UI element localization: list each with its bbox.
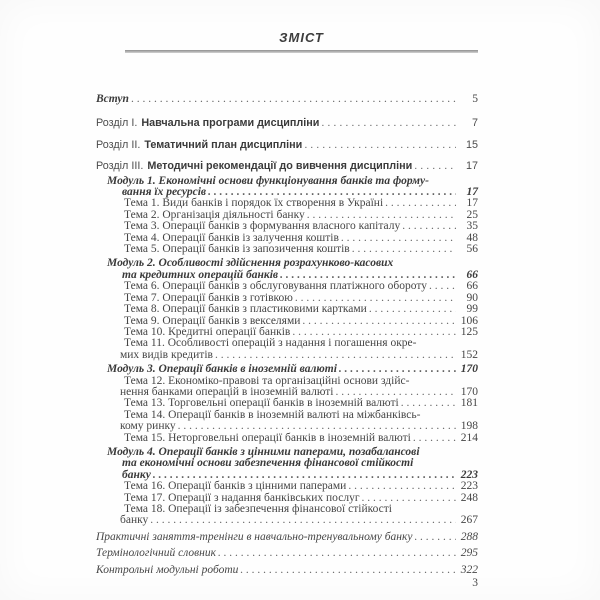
toc-page-number: 15	[465, 138, 478, 151]
toc-entry-modul-4-line-2	[122, 458, 478, 469]
dot-leader	[148, 515, 456, 526]
toc-entry-label: Тема 15. Неторговельні операції банків в іноземній валюті	[124, 431, 411, 444]
page-title: ЗМІСТ	[279, 30, 324, 45]
toc-page-number: 66	[466, 280, 478, 293]
toc-entry-label: Тема 10. Кредитні операції банків	[124, 325, 291, 338]
toc-page-number: 248	[460, 491, 478, 504]
toc-entry-label: мих видів кредитів	[120, 348, 213, 361]
dot-leader	[339, 233, 456, 244]
toc-entry-label: Тема 7. Операції банків з готівкою	[124, 291, 293, 304]
dot-leader	[238, 565, 456, 576]
toc-page-number: 295	[460, 547, 478, 560]
dot-leader	[216, 548, 456, 559]
toc-entry-label: Тема 4. Операції банків із залучення коштів	[124, 231, 339, 244]
toc-entry-label: Вступ	[96, 93, 129, 105]
toc-entry-label: кому ринку	[120, 420, 176, 433]
toc-entry-label: Тема 1. Види банків і порядок їх створення в Україні	[124, 197, 384, 210]
toc-entry-label: банку	[120, 514, 149, 527]
toc-entry-label: Тема 13. Торговельні операції банків в іноземній валюті	[124, 397, 399, 410]
toc-page-number: 198	[460, 420, 478, 433]
toc-page-number: 288	[460, 530, 478, 543]
toc-page-number: 267	[460, 514, 478, 527]
dot-leader	[129, 94, 456, 105]
title-rule	[125, 50, 478, 53]
folio-page-number: 3	[472, 577, 478, 589]
toc-entry-label: Модуль 1. Економічні основи функціонування банків та форму-	[107, 174, 429, 187]
toc-page-number: 66	[466, 268, 478, 281]
toc-entry-label: Тема 5. Операції банків із запозичення коштів	[124, 243, 350, 256]
toc-entry-tema-8	[124, 304, 478, 315]
toc-entry-tema-16	[124, 481, 478, 492]
toc-page-number: 214	[460, 431, 478, 444]
toc-page-number: 90	[466, 291, 478, 304]
dot-leader	[300, 316, 456, 327]
toc-entry-tema-18-line-2	[120, 515, 478, 526]
toc-entry-modul-3	[107, 364, 478, 375]
dot-leader	[412, 161, 456, 172]
toc-page-number: 223	[460, 480, 478, 493]
toc-page-number: 56	[466, 243, 478, 256]
dot-leader	[176, 421, 456, 432]
toc-entry-label: та кредитних операцій банків	[122, 268, 279, 281]
toc-entry-label: Тема 16. Операції банків з цінними паперами	[124, 480, 347, 493]
toc-entry-label: Тема 6. Операції банків з обслуговування платіжного обороту	[124, 280, 427, 293]
toc-entry-label: вання їх ресурсів	[122, 186, 207, 199]
toc-entry-label: Практичні заняття-тренінги в навчально-тренувальному банку	[96, 530, 413, 543]
toc-entry-tema-15	[124, 433, 478, 444]
toc-page-number: 152	[460, 348, 478, 361]
toc-entry-label: Тема 14. Операції банків в іноземній валюті на міжбанківсь-	[124, 408, 421, 421]
toc-entry-kontrolni	[96, 565, 478, 576]
toc-entry-vstup	[96, 94, 478, 105]
toc-entry-label: Тема 2. Організація діяльності банку	[124, 208, 305, 221]
toc-entry-label: нення банками операцій в іноземній валюті	[120, 385, 334, 398]
dot-leader	[411, 433, 456, 444]
toc	[96, 94, 478, 576]
toc-entry-tema-18-line-1	[124, 504, 478, 515]
dot-leader	[383, 198, 456, 209]
toc-page-number: 17	[466, 186, 478, 199]
toc-entry-label: Методичні рекомендації до вивчення дисципліни	[147, 160, 413, 173]
toc-entry-tema-11-line-2	[120, 350, 478, 361]
toc-entry-praktychni	[96, 532, 478, 543]
toc-page-number: 17	[466, 197, 478, 210]
toc-page-number: 99	[466, 303, 478, 316]
toc-page-number: 170	[460, 363, 478, 376]
toc-entry-label: банку	[122, 468, 151, 481]
dot-leader	[346, 481, 456, 492]
toc-entry-prefix: Розділ ІІ.	[96, 138, 141, 151]
toc-page-number: 322	[460, 563, 478, 576]
toc-page-number: 5	[472, 93, 478, 105]
toc-page-number: 223	[460, 468, 478, 481]
toc-entry-tema-14-line-1	[124, 410, 478, 421]
toc-page-number: 106	[460, 314, 478, 327]
toc-entry-label: Тема 17. Операції з надання банківських послуг	[124, 491, 360, 504]
dot-leader	[350, 244, 456, 255]
toc-entry-prefix: Розділ І.	[96, 117, 138, 130]
dot-leader	[367, 304, 456, 315]
toc-entry-label: Навчальна програми дисципліни	[141, 117, 320, 130]
toc-page-number: 17	[465, 160, 478, 173]
toc-entry-tema-5	[124, 244, 478, 255]
toc-entry-label: Тема 18. Операції із забезпечення фінансової стійкості	[124, 503, 392, 515]
dot-leader	[400, 221, 456, 232]
toc-page-number: 125	[460, 325, 478, 338]
toc-entry-label: Контрольні модульні роботи	[96, 563, 239, 576]
toc-entry-slovnyk	[96, 548, 478, 559]
toc-entry-label: Тема 3. Операції банків з формування власного капіталу	[124, 220, 401, 233]
dot-leader	[213, 350, 456, 361]
toc-entry-rozdil-3	[96, 161, 478, 172]
toc-entry-tema-14-line-2	[120, 421, 478, 432]
dot-leader	[337, 364, 456, 375]
toc-page-number: 35	[466, 220, 478, 233]
dot-leader	[427, 281, 456, 292]
toc-page-number: 170	[460, 385, 478, 398]
toc-entry-label: та економічні основи забезпечення фінансової стійкості	[122, 457, 414, 470]
toc-entry-tema-11-line-1	[124, 338, 478, 349]
toc-entry-rozdil-1	[96, 118, 478, 129]
toc-entry-label: Тематичний план дисципліни	[144, 138, 303, 151]
toc-entry-tema-3	[124, 221, 478, 232]
toc-entry-tema-6	[124, 281, 478, 292]
toc-entry-label: Тема 11. Особливості операцій з надання і погашення окре-	[124, 337, 417, 350]
toc-entry-label: Термінологічний словник	[96, 547, 216, 560]
toc-entry-label: Модуль 4. Операції банків з цінними паперами, позабалансові	[107, 445, 420, 458]
dot-leader	[302, 140, 456, 151]
page-header	[125, 29, 478, 47]
toc-entry-label: Тема 9. Операції банків з векселями	[124, 314, 301, 327]
toc-entry-label: Модуль 3. Операції банків в іноземній валюті	[107, 363, 337, 376]
dot-leader	[319, 118, 456, 129]
dot-leader	[412, 532, 456, 543]
toc-page-number: 7	[471, 117, 478, 130]
toc-entry-label: Модуль 2. Особливості здійснення розрахунково-касових	[107, 257, 394, 270]
toc-page-number: 25	[466, 208, 478, 221]
toc-page-number: 48	[466, 231, 478, 244]
toc-entry-label: Тема 8. Операції банків з пластиковими картками	[124, 303, 367, 316]
toc-entry-prefix: Розділ ІІІ.	[96, 160, 144, 173]
toc-page-number: 181	[460, 397, 478, 410]
toc-entry-rozdil-2	[96, 140, 478, 151]
toc-entry-label: Тема 12. Економіко-правові та організаційні основи здійс-	[124, 374, 410, 387]
